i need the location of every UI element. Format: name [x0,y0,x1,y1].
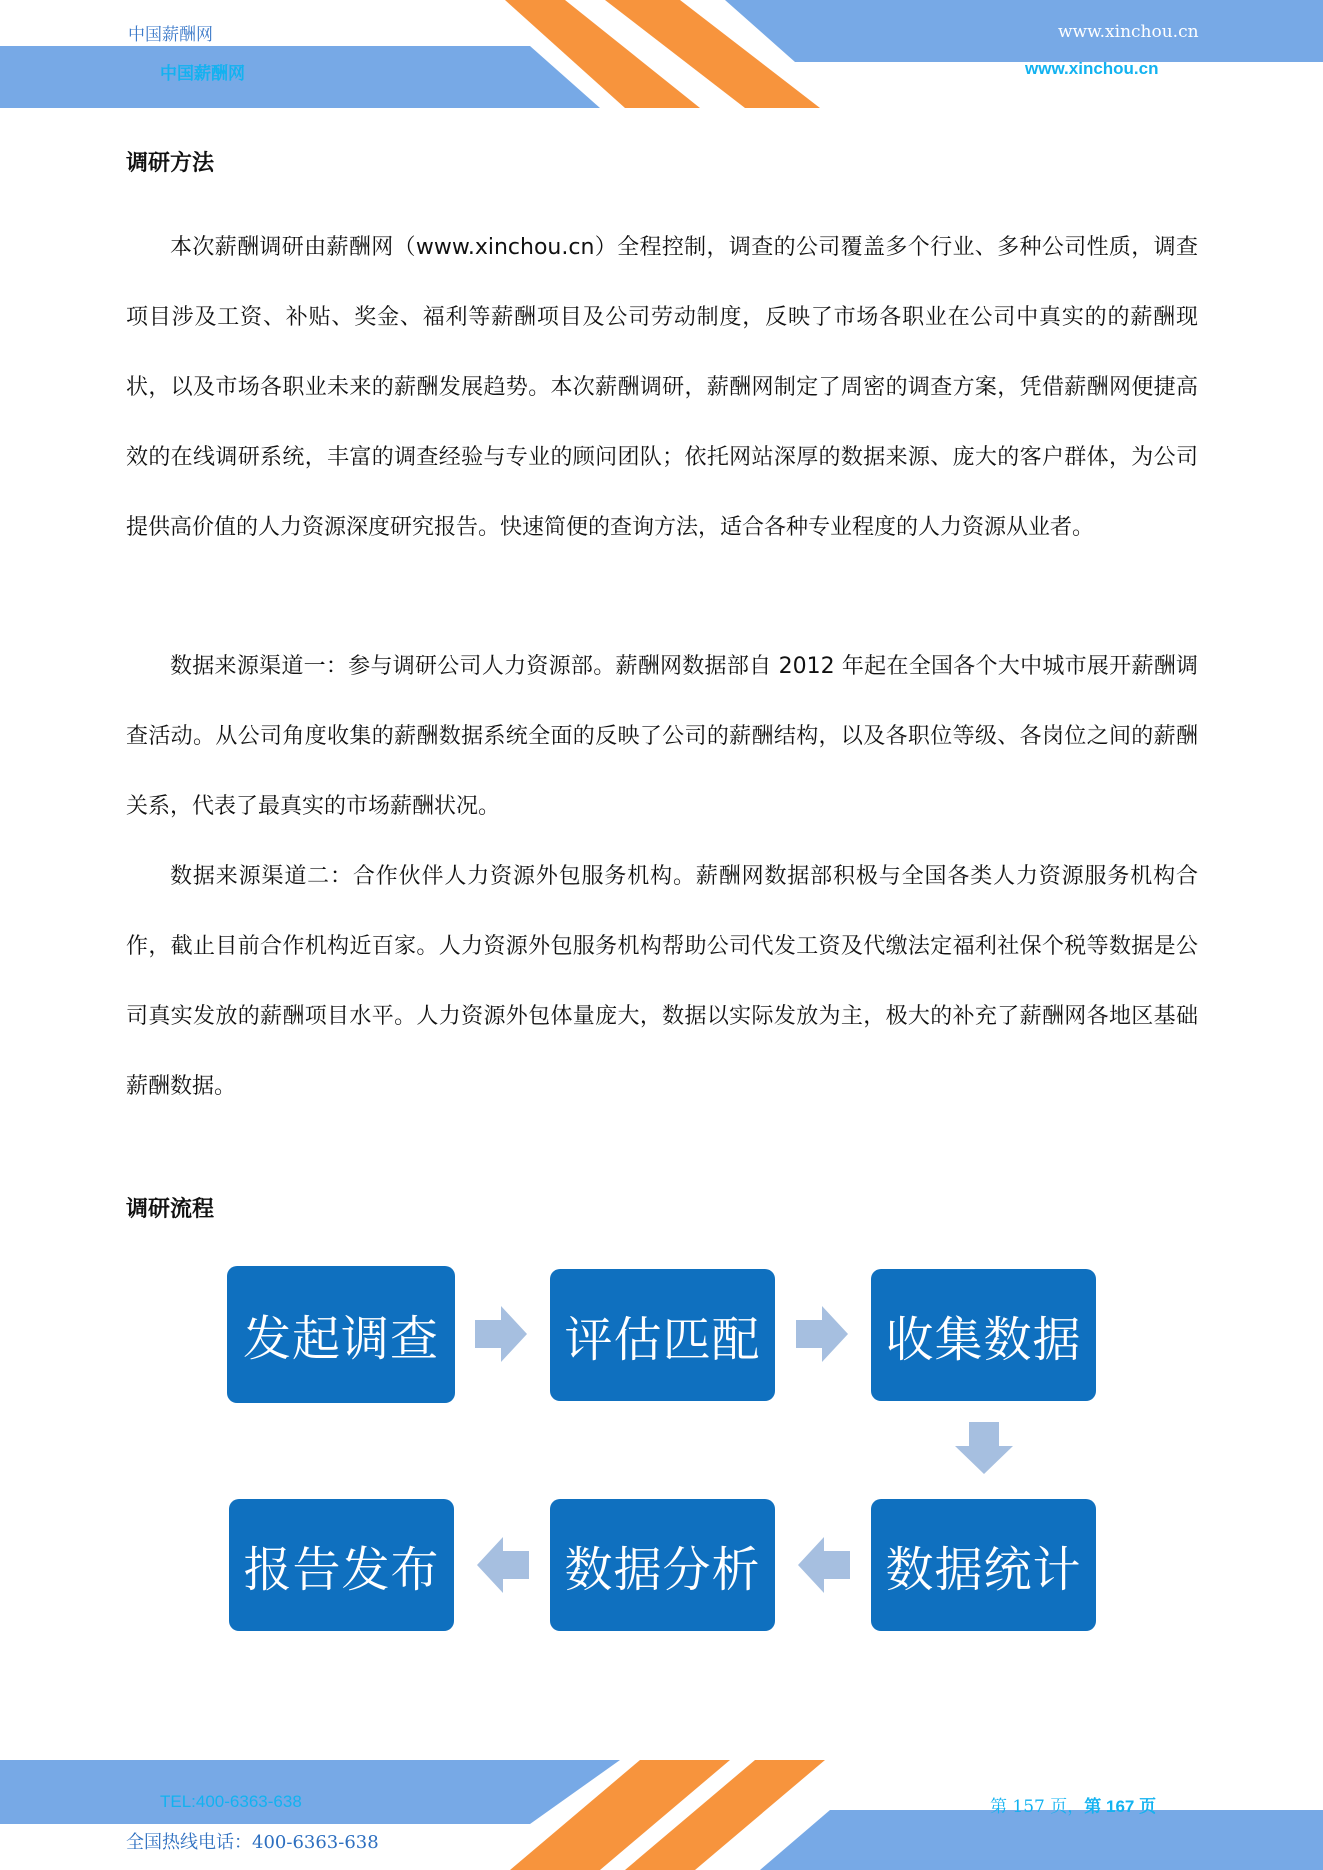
section-title-method: 调研方法 [126,151,215,176]
footer-page-number: 第 157 页，第 167 页 [990,1797,1157,1817]
arrow-right-icon [475,1306,527,1362]
paragraph-intro: 本次薪酬调研由薪酬网（www.xinchou.cn）全程控制，调查的公司覆盖多个行业、多种公司性质，调查项目涉及工资、补贴、奖金、福利等薪酬项目及公司劳动制度，反映了市场各职业在公司中真实的的薪酬现状，以及市场各职业未来的薪酬发展趋势。本次薪酬调研，薪酬网制定了周密的调查方案，凭借薪酬网便捷高效的在线调研系统，丰富的调查经验与专业的顾问团队；依托网站深厚的数据来源、庞大的客户群体，为公司提供高价值的人力资源深度研究报告。快速简便的查询方法，适合各种专业程度的人力资源从业者。 [126,235,1198,540]
header-site-name-cyan: 中国薪酬网 [160,64,245,83]
flow-step-initiate: 发起调查 [227,1266,455,1403]
paragraph-source-one: 数据来源渠道一：参与调研公司人力资源部。薪酬网数据部自 2012 年起在全国各个大中城市展开薪酬调查活动。从公司角度收集的薪酬数据系统全面的反映了公司的薪酬结构，以及各职位等级、各岗位之间的薪酬关系，代表了最真实的市场薪酬状况。 [126,654,1198,819]
flow-step-statistics: 数据统计 [871,1499,1096,1631]
flow-step-report: 报告发布 [229,1499,454,1631]
arrow-down-icon [955,1422,1013,1474]
footer-tel: TEL:400-6363-638 [160,1792,302,1811]
flow-step-analysis: 数据分析 [550,1499,775,1631]
header-site-name: 中国薪酬网 [128,25,213,45]
arrow-left-icon [798,1537,850,1593]
flow-step-evaluate: 评估匹配 [550,1269,775,1401]
header-url-cyan: www.xinchou.cn [1025,59,1159,78]
paragraph-source-two: 数据来源渠道二：合作伙伴人力资源外包服务机构。薪酬网数据部积极与全国各类人力资源服务机构合作，截止目前合作机构近百家。人力资源外包服务机构帮助公司代发工资及代缴法定福利社保个税等数据是公司真实发放的薪酬项目水平。人力资源外包体量庞大，数据以实际发放为主，极大的补充了薪酬网各地区基础薪酬数据。 [126,864,1198,1099]
flow-step-collect: 收集数据 [871,1269,1096,1401]
section-title-process: 调研流程 [126,1197,215,1222]
arrow-left-icon [477,1537,529,1593]
arrow-right-icon [796,1306,848,1362]
header-band [0,0,1323,110]
footer-hotline: 全国热线电话：400-6363-638 [126,1832,379,1853]
header-url: www.xinchou.cn [1058,22,1199,42]
